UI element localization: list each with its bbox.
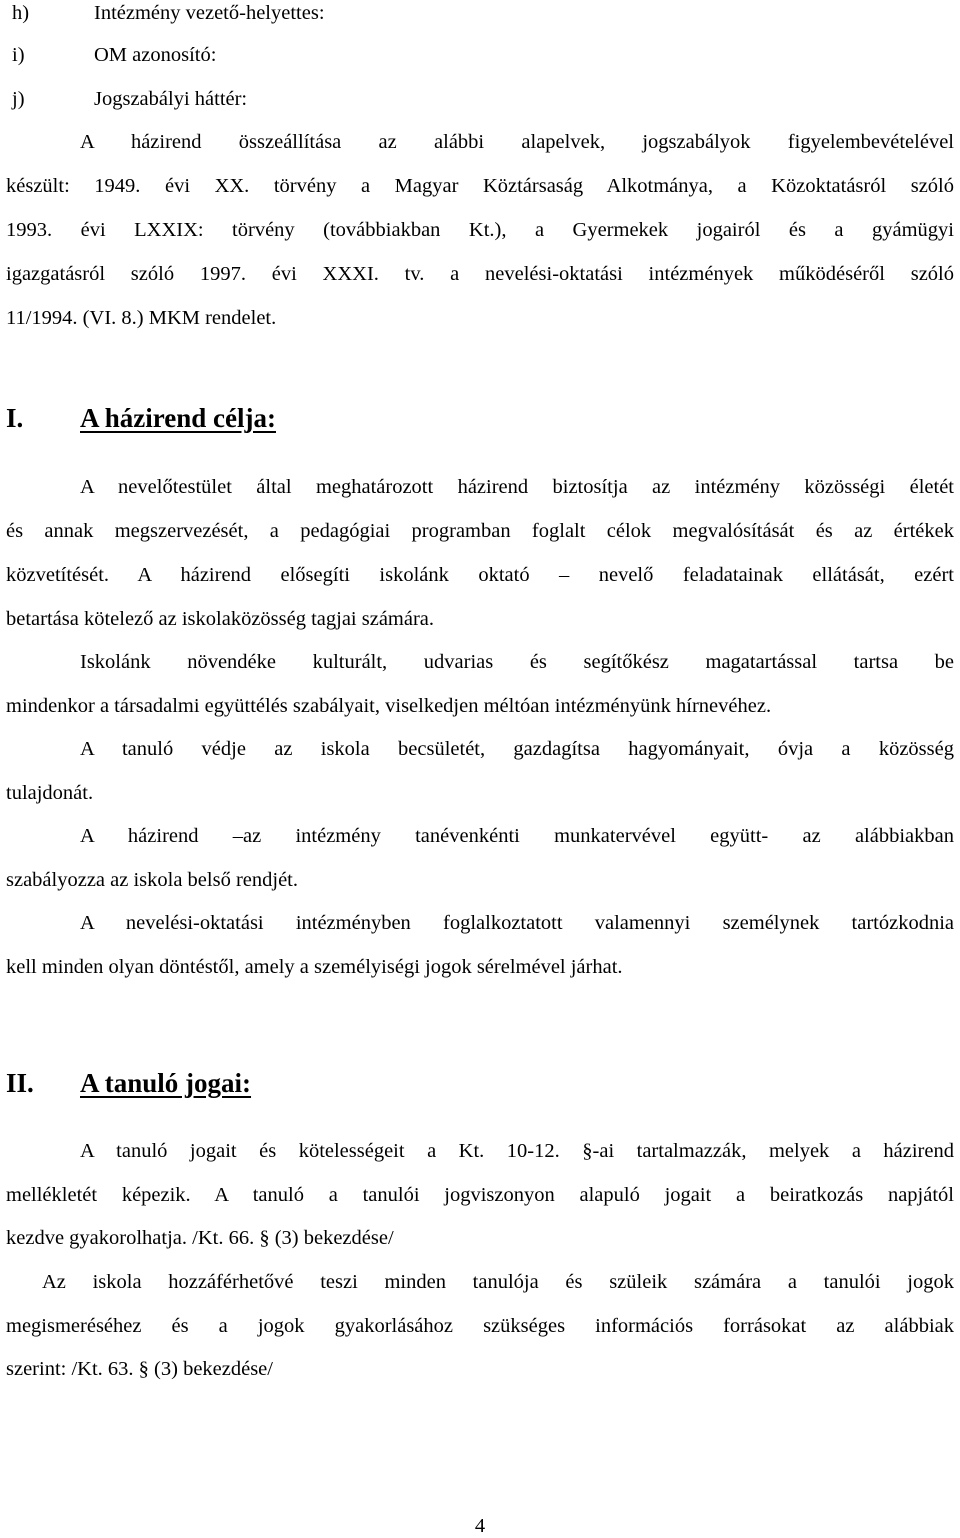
list-item: [0, 2, 960, 26]
section-title: A házirend célja:: [80, 403, 276, 433]
list-marker: i): [12, 44, 25, 66]
paragraph-line: Az iskola hozzáférhetővé teszi minden tanulója és szüleik számára a tanulói jogok: [42, 1271, 954, 1293]
paragraph-line: mindenkor a társadalmi együttélés szabályait, viselkedjen méltóan intézményünk hírnevéhez.: [6, 695, 772, 717]
list-text: Intézmény vezető-helyettes:: [94, 2, 325, 24]
list-text: Jogszabályi háttér:: [94, 88, 248, 110]
section-heading: [6, 402, 606, 436]
paragraph-line: A nevelési-oktatási intézményben foglalkoztatott valamennyi személynek tartózkodnia: [80, 912, 954, 934]
paragraph-line: kezdve gyakorolhatja. /Kt. 66. § (3) bekezdése/: [6, 1227, 394, 1249]
paragraph-line: készült: 1949. évi XX. törvény a Magyar Köztársaság Alkotmánya, a Közoktatásról szóló: [6, 175, 954, 197]
paragraph-line: igazgatásról szóló 1997. évi XXXI. tv. a nevelési-oktatási intézmények működéséről szóló: [6, 263, 954, 285]
section-heading: [6, 1067, 606, 1101]
page-number: 4: [474, 1515, 486, 1537]
list-item: [0, 44, 960, 68]
list-marker: h): [12, 2, 30, 24]
paragraph-line: szabályozza az iskola belső rendjét.: [6, 869, 298, 891]
list-item: [0, 88, 960, 112]
paragraph-line: kell minden olyan döntéstől, amely a személyiségi jogok sérelmével járhat.: [6, 956, 623, 978]
paragraph-line: A házirend összeállítása az alábbi alapelvek, jogszabályok figyelembevételével: [80, 131, 954, 153]
paragraph-line: mellékletét képezik. A tanuló a tanulói jogviszonyon alapuló jogait a beiratkozás napjától: [6, 1184, 954, 1206]
paragraph-line: A tanuló jogait és kötelességeit a Kt. 10-12. §-ai tartalmazzák, melyek a házirend: [80, 1140, 954, 1162]
paragraph-line: Iskolánk növendéke kulturált, udvarias és segítőkész magatartással tartsa be: [80, 651, 954, 673]
paragraph-line: megismeréséhez és a jogok gyakorlásához szükséges információs forrásokat az alábbiak: [6, 1315, 954, 1337]
paragraph-line: közvetítését. A házirend elősegíti iskolánk oktató – nevelő feladatainak ellátását, ezért: [6, 564, 954, 586]
list-marker: j): [12, 88, 25, 110]
paragraph-line: szerint: /Kt. 63. § (3) bekezdése/: [6, 1358, 273, 1380]
paragraph-line: A tanuló védje az iskola becsületét, gazdagítsa hagyományait, óvja a közösség: [80, 738, 954, 760]
section-number: I.: [6, 403, 24, 433]
paragraph-line: A nevelőtestület által meghatározott házirend biztosítja az intézmény közösségi életét: [80, 476, 954, 498]
section-number: II.: [6, 1068, 34, 1098]
paragraph-line: és annak megszervezését, a pedagógiai programban foglalt célok megvalósítását és az értékek: [6, 520, 954, 542]
paragraph-line: A házirend –az intézmény tanévenkénti munkatervével együtt- az alábbiakban: [80, 825, 954, 847]
paragraph-line: tulajdonát.: [6, 782, 94, 804]
list-text: OM azonosító:: [94, 44, 217, 66]
paragraph-line: 1993. évi LXXIX: törvény (továbbiakban Kt.), a Gyermekek jogairól és a gyámügyi: [6, 219, 954, 241]
section-title: A tanuló jogai:: [80, 1068, 252, 1098]
paragraph-line: betartása kötelező az iskolaközösség tagjai számára.: [6, 608, 435, 630]
paragraph-line: 11/1994. (VI. 8.) MKM rendelet.: [6, 307, 277, 329]
